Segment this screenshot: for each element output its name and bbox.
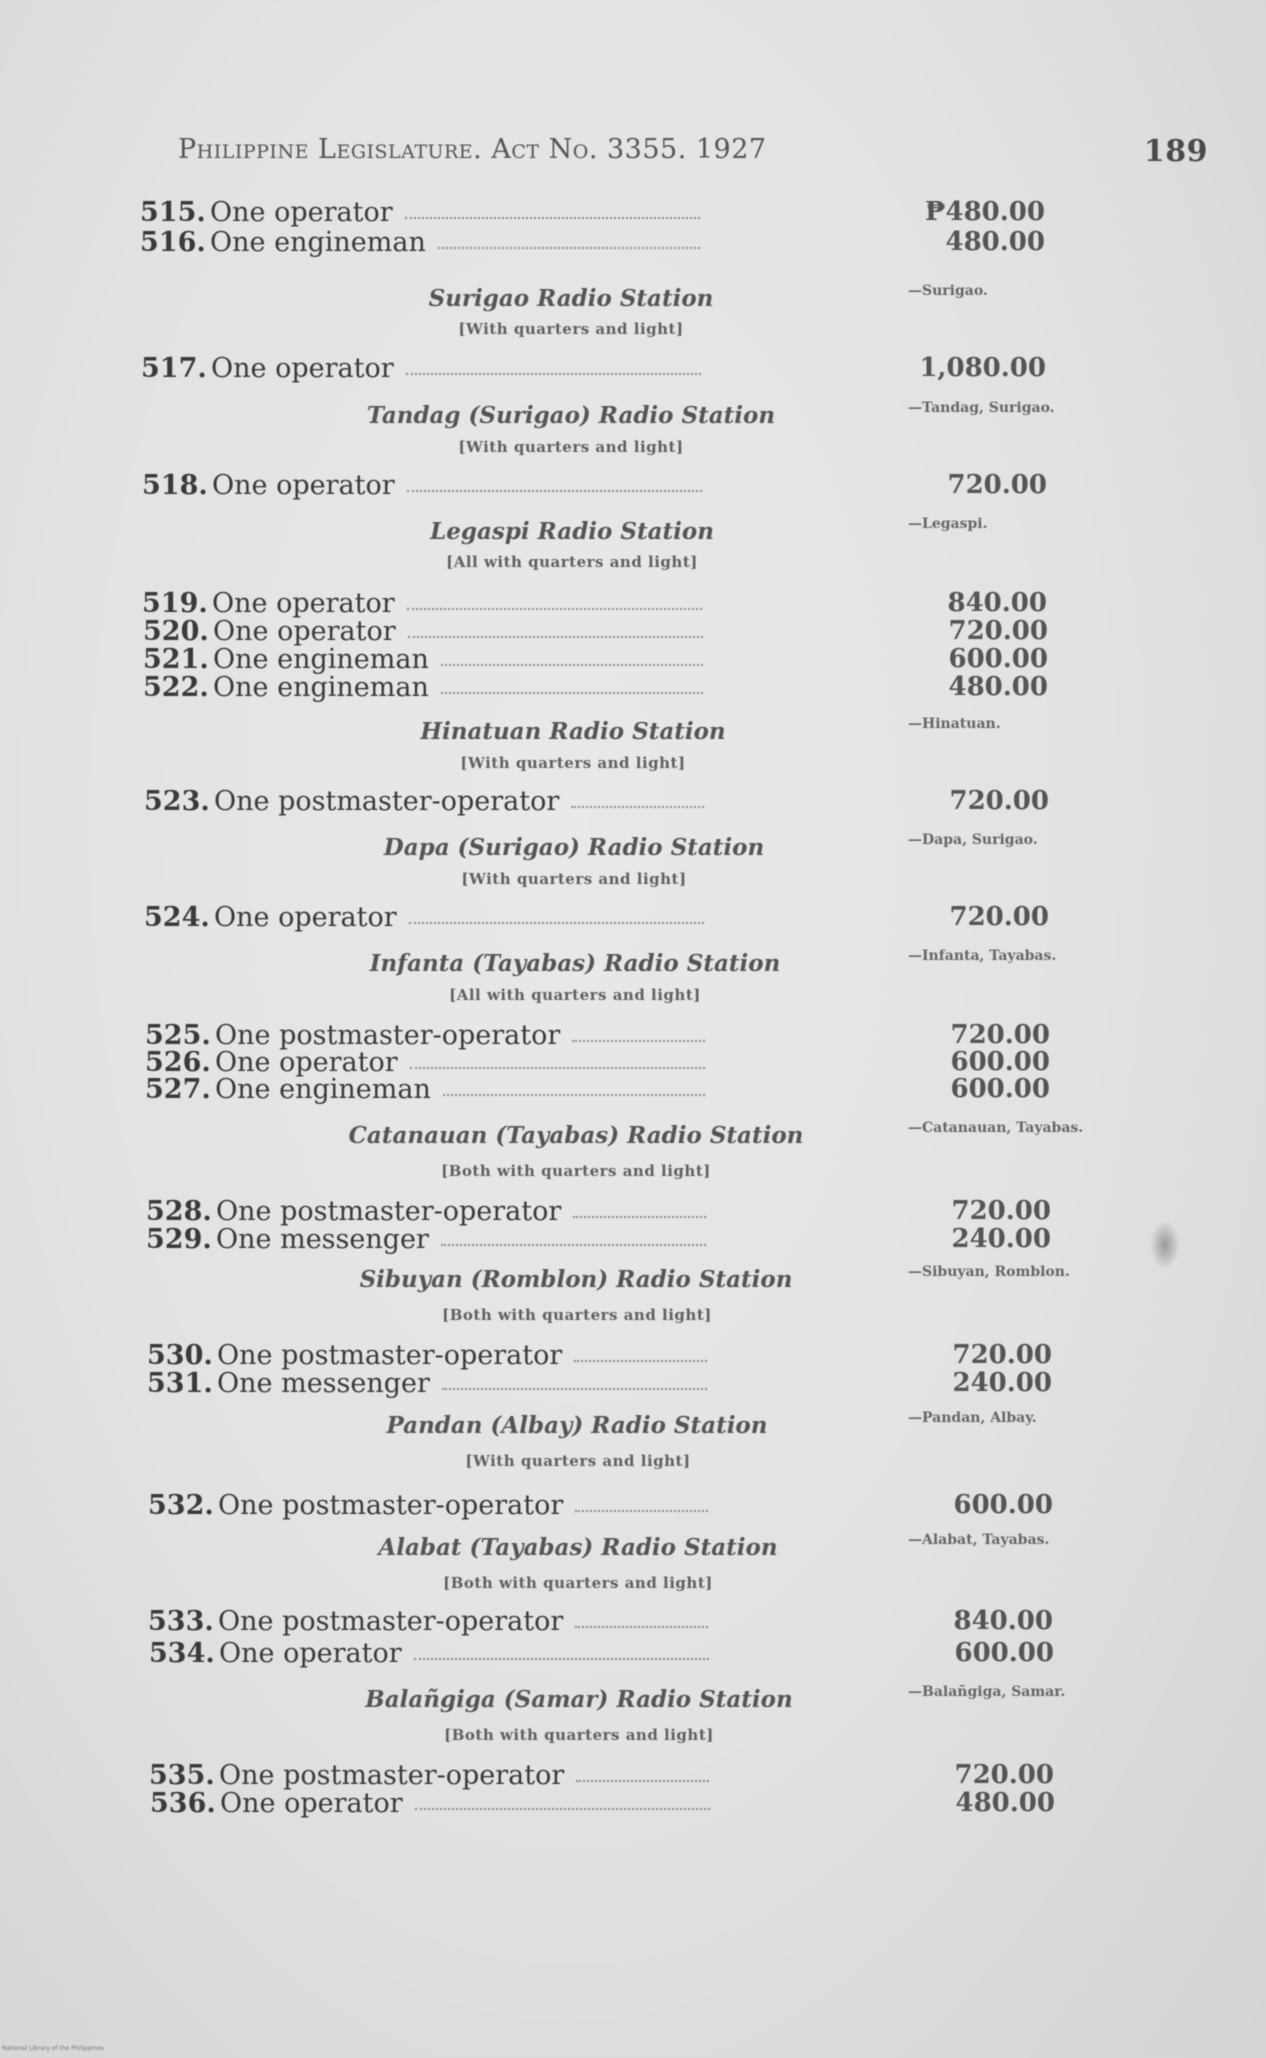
item-number: 521. <box>143 644 209 675</box>
dot-leader <box>575 1508 708 1512</box>
quarters-note: [With quarters and light] <box>461 870 687 888</box>
item-number: 526. <box>145 1047 211 1078</box>
item-number: 535. <box>149 1760 215 1791</box>
item-number: 536. <box>150 1788 216 1819</box>
margin-location-note: —Balañgiga, Samar. <box>908 1684 1066 1700</box>
station-heading: Dapa (Surigao) Radio Station <box>383 834 765 861</box>
position-entry <box>148 1490 1053 1521</box>
margin-location-note: —Catanauan, Tayabas. <box>908 1120 1084 1136</box>
dot-leader <box>441 690 703 694</box>
position-title: One engineman <box>210 227 426 258</box>
dot-leader <box>415 1806 710 1810</box>
salary-amount: 480.00 <box>955 1788 1055 1818</box>
salary-amount: 720.00 <box>950 1020 1050 1050</box>
quarters-note: [Both with quarters and light] <box>441 1162 711 1180</box>
position-entry <box>149 1760 1054 1791</box>
position-title: One postmaster-operator <box>218 1606 564 1637</box>
dot-leader <box>405 215 700 219</box>
margin-location-note: —Tandag, Surigao. <box>908 400 1055 416</box>
item-number: 517. <box>141 353 207 384</box>
item-number: 518. <box>142 470 208 501</box>
margin-location-note: —Infanta, Tayabas. <box>908 948 1057 964</box>
dot-leader <box>410 1065 705 1069</box>
salary-amount: 840.00 <box>953 1606 1053 1636</box>
dot-leader <box>438 245 700 249</box>
item-number: 515. <box>140 197 206 228</box>
station-heading: Legaspi Radio Station <box>430 518 714 545</box>
salary-amount: 720.00 <box>949 786 1049 816</box>
position-entry <box>145 1047 1050 1078</box>
page-smudge <box>1150 1220 1180 1270</box>
position-entry <box>142 588 1047 619</box>
position-entry <box>145 1020 1050 1051</box>
position-entry <box>144 902 1049 933</box>
position-entry <box>150 1788 1055 1819</box>
salary-amount: 1,080.00 <box>919 353 1046 383</box>
salary-amount: 840.00 <box>947 588 1047 618</box>
station-heading: Infanta (Tayabas) Radio Station <box>369 950 781 977</box>
salary-amount: 240.00 <box>952 1368 1052 1398</box>
position-title: One postmaster-operator <box>214 786 560 817</box>
item-number: 527. <box>145 1074 211 1105</box>
salary-amount: 720.00 <box>947 470 1047 500</box>
running-title: Philippine Legislature. Act No. 3355. 1927 <box>178 134 767 165</box>
item-number: 525. <box>145 1020 211 1051</box>
quarters-note: [All with quarters and light] <box>449 986 701 1004</box>
position-title: One engineman <box>213 644 429 675</box>
position-title: One postmaster-operator <box>216 1196 562 1227</box>
dot-leader <box>408 634 703 638</box>
quarters-note: [With quarters and light] <box>458 320 684 338</box>
station-heading: Balañgiga (Samar) Radio Station <box>365 1686 793 1713</box>
salary-amount: 600.00 <box>948 644 1048 674</box>
salary-amount: 480.00 <box>945 227 1045 257</box>
item-number: 516. <box>140 227 206 258</box>
position-title: One operator <box>212 588 395 619</box>
salary-amount: 720.00 <box>954 1760 1054 1790</box>
dot-leader <box>442 1386 707 1390</box>
salary-amount: ₱480.00 <box>924 197 1045 227</box>
position-title: One postmaster-operator <box>219 1760 565 1791</box>
item-number: 524. <box>144 902 210 933</box>
position-entry <box>146 1224 1051 1255</box>
dot-leader <box>409 920 704 924</box>
salary-amount: 240.00 <box>951 1224 1051 1254</box>
dot-leader <box>572 1038 705 1042</box>
margin-location-note: —Sibuyan, Romblon. <box>908 1264 1070 1280</box>
quarters-note: [Both with quarters and light] <box>444 1726 714 1744</box>
position-title: One operator <box>219 1638 402 1669</box>
quarters-note: [With quarters and light] <box>460 754 686 772</box>
position-title: One operator <box>215 1047 398 1078</box>
margin-location-note: —Legaspi. <box>908 516 988 532</box>
position-entry <box>144 786 1049 817</box>
salary-amount: 480.00 <box>948 672 1048 702</box>
position-title: One operator <box>210 197 393 228</box>
position-title: One operator <box>220 1788 403 1819</box>
position-title: One messenger <box>217 1368 430 1399</box>
salary-amount: 600.00 <box>950 1074 1050 1104</box>
station-heading: Alabat (Tayabas) Radio Station <box>378 1534 778 1561</box>
dot-leader <box>573 1214 706 1218</box>
salary-amount: 600.00 <box>953 1490 1053 1520</box>
item-number: 522. <box>143 672 209 703</box>
dot-leader <box>406 371 701 375</box>
margin-location-note: —Hinatuan. <box>908 716 1001 732</box>
position-entry <box>147 1340 1052 1371</box>
salary-amount: 720.00 <box>948 616 1048 646</box>
position-entry <box>149 1638 1054 1669</box>
position-title: One engineman <box>215 1074 431 1105</box>
dot-leader <box>571 804 704 808</box>
position-title: One operator <box>213 616 396 647</box>
position-entry <box>141 353 1046 384</box>
page-number: 189 <box>1143 134 1208 169</box>
quarters-note: [Both with quarters and light] <box>442 1306 712 1324</box>
item-number: 533. <box>148 1606 214 1637</box>
salary-amount: 720.00 <box>951 1196 1051 1226</box>
position-title: One messenger <box>216 1224 429 1255</box>
dot-leader <box>574 1358 707 1362</box>
position-entry <box>145 1074 1050 1105</box>
salary-amount: 720.00 <box>949 902 1049 932</box>
margin-location-note: —Surigao. <box>908 283 988 299</box>
station-heading: Sibuyan (Romblon) Radio Station <box>359 1266 793 1293</box>
dot-leader <box>407 488 702 492</box>
position-entry <box>142 470 1047 501</box>
dot-leader <box>414 1656 709 1660</box>
quarters-note: [All with quarters and light] <box>446 553 698 571</box>
item-number: 531. <box>147 1368 213 1399</box>
position-title: One operator <box>211 353 394 384</box>
station-heading: Surigao Radio Station <box>428 285 714 312</box>
item-number: 529. <box>146 1224 212 1255</box>
item-number: 530. <box>147 1340 213 1371</box>
position-title: One postmaster-operator <box>215 1020 561 1051</box>
station-heading: Catanauan (Tayabas) Radio Station <box>348 1122 804 1149</box>
position-title: One postmaster-operator <box>217 1340 563 1371</box>
item-number: 532. <box>148 1490 214 1521</box>
position-entry <box>146 1196 1051 1227</box>
margin-location-note: —Alabat, Tayabas. <box>908 1532 1050 1548</box>
position-entry <box>143 644 1048 675</box>
quarters-note: [With quarters and light] <box>458 438 684 456</box>
footer-credit: National Library of the Philippines <box>2 2045 104 2052</box>
position-title: One operator <box>212 470 395 501</box>
salary-amount: 600.00 <box>954 1638 1054 1668</box>
quarters-note: [With quarters and light] <box>465 1452 691 1470</box>
position-title: One postmaster-operator <box>218 1490 564 1521</box>
item-number: 519. <box>142 588 208 619</box>
item-number: 534. <box>149 1638 215 1669</box>
dot-leader <box>576 1778 709 1782</box>
item-number: 520. <box>143 616 209 647</box>
salary-amount: 600.00 <box>950 1047 1050 1077</box>
dot-leader <box>575 1624 708 1628</box>
item-number: 528. <box>146 1196 212 1227</box>
dot-leader <box>441 1242 706 1246</box>
margin-location-note: —Dapa, Surigao. <box>908 832 1038 848</box>
margin-location-note: —Pandan, Albay. <box>908 1410 1037 1426</box>
page-header <box>178 134 1208 174</box>
position-entry <box>147 1368 1052 1399</box>
dot-leader <box>407 606 702 610</box>
position-entry <box>140 227 1045 258</box>
position-title: One operator <box>214 902 397 933</box>
station-heading: Tandag (Surigao) Radio Station <box>366 402 776 429</box>
position-title: One engineman <box>213 672 429 703</box>
salary-amount: 720.00 <box>952 1340 1052 1370</box>
station-heading: Hinatuan Radio Station <box>420 718 726 745</box>
station-heading: Pandan (Albay) Radio Station <box>386 1412 768 1439</box>
position-entry <box>148 1606 1053 1637</box>
dot-leader <box>443 1092 705 1096</box>
dot-leader <box>441 662 703 666</box>
position-entry <box>143 616 1048 647</box>
quarters-note: [Both with quarters and light] <box>443 1574 713 1592</box>
position-entry <box>143 672 1048 703</box>
position-entry <box>140 197 1045 228</box>
item-number: 523. <box>144 786 210 817</box>
